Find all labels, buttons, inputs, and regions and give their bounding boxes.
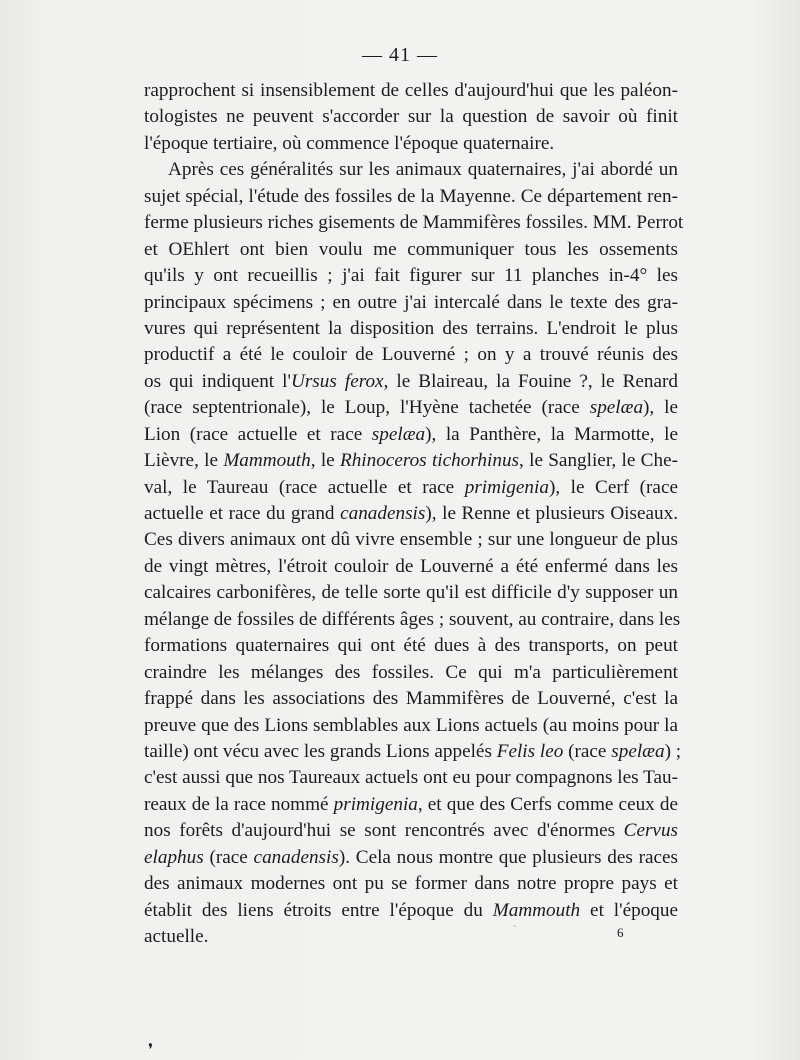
italic-term: spelæa — [371, 423, 426, 445]
text-line: nos forêts d'aujourd'hui se sont rencontrés avec d'énormes Cervus — [144, 820, 678, 842]
body-text — [144, 78, 684, 950]
text-line: Ces divers animaux ont dû vivre ensemble ; sur une longueur de plus — [144, 529, 678, 551]
text-line: c'est aussi que nos Taureaux actuels ont eu pour compagnons les Tau- — [144, 767, 678, 789]
text-line: (race septentrionale), le Loup, l'Hyène tachetée (race spelæa), le — [144, 397, 678, 419]
text-line: l'époque tertiaire, où commence l'époque quaternaire. — [144, 132, 555, 154]
text-line: établit des liens étroits entre l'époque du Mammouth et l'époque — [144, 899, 678, 921]
text-line: ferme plusieurs riches gisements de Mammifères fossiles. MM. Perrot — [144, 212, 684, 234]
text-line: des animaux modernes ont pu se former dans notre propre pays et — [144, 873, 678, 895]
text-line: frappé dans les associations des Mammifères de Louverné, c'est la — [144, 688, 678, 710]
text-line: formations quaternaires qui ont été dues à des transports, on peut — [144, 635, 678, 657]
italic-term: Cervus — [623, 820, 678, 842]
text-line: tologistes ne peuvent s'accorder sur la question de savoir où finit — [144, 106, 678, 128]
text-line: principaux spécimens ; en outre j'ai intercalé dans le texte des gra- — [144, 291, 678, 313]
italic-term: Mammouth — [223, 450, 311, 472]
text-line: reaux de la race nommé primigenia, et que des Cerfs comme ceux de — [144, 793, 678, 815]
italic-term: canadensis — [340, 503, 426, 524]
print-speck: ❜ — [148, 1042, 154, 1059]
italic-term: spelæa — [589, 397, 644, 419]
text-line: taille) ont vécu avec les grands Lions appelés Felis leo (race spelæa) ; — [144, 740, 682, 762]
text-line: actuelle et race du grand canadensis), le Renne et plusieurs Oiseaux. — [144, 503, 679, 524]
italic-term: Felis leo — [496, 740, 564, 762]
italic-term: Mammouth — [492, 899, 581, 921]
text-line: vures qui représentent la disposition des terrains. L'endroit le plus — [144, 317, 678, 339]
text-line: elaphus (race canadensis). Cela nous montre que plusieurs des races — [144, 846, 678, 868]
text-line: val, le Taureau (race actuelle et race primigenia), le Cerf (race — [144, 476, 678, 498]
text-line: os qui indiquent l'Ursus ferox, le Blaireau, la Fouine ?, le Renard — [144, 370, 678, 392]
print-speck: ` — [513, 925, 517, 936]
text-line: mélange de fossiles de différents âges ; souvent, au contraire, dans les — [144, 608, 681, 630]
italic-term: elaphus — [144, 846, 204, 868]
text-line: sujet spécial, l'étude des fossiles de la Mayenne. Ce département ren- — [144, 185, 678, 207]
text-line: preuve que des Lions semblables aux Lions actuels (au moins pour la — [144, 714, 678, 736]
text-line: Lion (race actuelle et race spelæa), la Panthère, la Marmotte, le — [144, 423, 678, 445]
text-line: Lièvre, le Mammouth, le Rhinoceros tichorhinus, le Sanglier, le Che- — [144, 450, 678, 472]
text-line: Après ces généralités sur les animaux quaternaires, j'ai abordé un — [168, 159, 678, 181]
text-line: productif a été le couloir de Louverné ; on y a trouvé réunis des — [144, 344, 678, 366]
text-line: calcaires carbonifères, de telle sorte qu'il est difficile d'y supposer un — [144, 582, 678, 604]
italic-term: primigenia — [464, 476, 549, 498]
text-line: qu'ils y ont recueillis ; j'ai fait figurer sur 11 planches in-4° les — [144, 265, 678, 287]
text-line: actuelle. — [144, 926, 209, 947]
italic-term: primigenia — [333, 793, 418, 815]
text-line: de vingt mètres, l'étroit couloir de Louverné a été enfermé dans les — [144, 555, 678, 577]
signature-mark: 6 — [617, 925, 624, 940]
text-line: et OEhlert ont bien voulu me communiquer tous les ossements — [144, 238, 678, 260]
italic-term: Rhinoceros tichorhinus — [339, 450, 520, 472]
text-line: rapprochent si insensiblement de celles d'aujourd'hui que les paléon- — [144, 80, 678, 101]
page-number: — 41 — — [362, 44, 438, 66]
text-line: craindre les mélanges des fossiles. Ce qui m'a particulièrement — [144, 661, 678, 683]
italic-term: spelæa — [611, 740, 665, 762]
italic-term: canadensis — [253, 846, 339, 868]
italic-term: Ursus ferox — [290, 370, 384, 392]
